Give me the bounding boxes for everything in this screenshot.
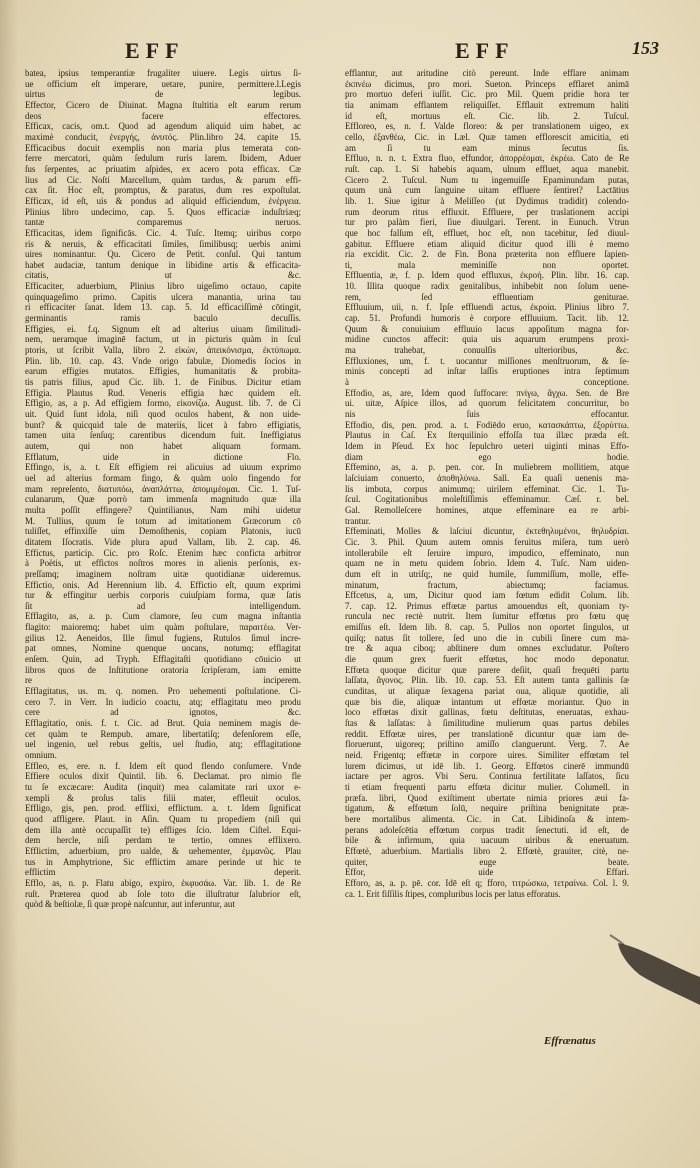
text-line: tia animam efflantem reliquiſſet. Efflauit extremum haliti <box>345 99 629 110</box>
text-line: ἐκπνέω dicimus, pro mori. Sueton. Princeps efflaret animā <box>345 78 629 89</box>
text-line: ti, mala meminiſſe non oportet. <box>345 259 629 270</box>
text-line: Cic. 3. Phil. Quum autem omnis feruitus miſera, tum uerò <box>345 536 629 547</box>
text-line: ſtas & laſſatas: à ſimilitudine mulierum quas partus debiles <box>345 718 629 729</box>
text-line: multa poſſit effingere? Quintilianus, Nam mihi uidetur <box>25 504 301 515</box>
text-line: maximè conducit, ἐνεργής, ἀνυτός. Plin.libro 24. capite 15. <box>25 131 301 142</box>
text-line: diam ego hodie. <box>345 451 629 462</box>
text-line: efflictim deperit. <box>25 867 301 878</box>
text-line: gabitur. Effluere etiam aliquid dicitur quod illi è memo <box>345 238 629 249</box>
text-line: cap. 51. Profundi humoris è corpore effluuium. Tacit. lib. 12. <box>345 313 629 324</box>
text-line: præfa. libri, Quod exiſtiment ubertate nimia priores æui fa- <box>345 792 629 803</box>
text-line: citatis, ut &c. <box>25 270 301 281</box>
text-line: iactare per agros. Vbi Seru. Continua fertilitate laſſatos, ſicu <box>345 771 629 782</box>
text-line: Effluuium, uii, n. f. Ipſe effluendi actus, ἐκροία. Plinius libro 7. <box>345 302 629 313</box>
text-line: ri efficaciter ſanat. Idem 13. cap. 5. Id efficaciſſimè cōtingit, <box>25 302 301 313</box>
text-line: laſciuiam conuerto, ἀποθηλύνω. Sall. Ea quaſi uenenis ma- <box>345 472 629 483</box>
text-line: Effigies, ei. f.q. Signum eſt ad alterius uiuam ſimilitudi- <box>25 323 301 334</box>
text-line: Efficacibus docuit exemplis non maria plus temerata con- <box>25 142 301 153</box>
text-line: Efficaciter, aduerbium, Plinius libro uigeſimo octauo, capite <box>25 281 301 292</box>
text-line: perans adoleſcētia effœtum corpus tradit ſenectuti. id eſt, de <box>345 824 629 835</box>
text-line: Effor, uide Effari. <box>345 867 629 878</box>
text-line: M. Tullius, quum ſe totum ad imitationem Græcorum cō <box>25 515 301 526</box>
text-line: cere ad ignotos, &c. <box>25 707 301 718</box>
text-line: Effodio, as, are, Idem quod ſuffocare: πνίγω, ἄγχω. Sen. de Bre <box>345 387 629 398</box>
text-line: dum eſt in utriſq;, ne quid humile, ſummiſſum, molle, effe- <box>345 568 629 579</box>
text-line: omnium. <box>25 750 57 760</box>
text-line: Quum & conuiuium effluuio lacus appoſitum magna for- <box>345 323 629 334</box>
text-line: flagito: maioremq; habet uim quàm poſtulare, παραιτέω. Ver- <box>25 622 301 633</box>
text-line: germinantis ramis baculo decuſſis. <box>25 313 301 324</box>
text-line: Cicero 2. Tuſcul. Num tu ingemuiſſe Epaminundam putas, <box>345 174 629 185</box>
text-line: midine cunctos affecit: quia uis aquarum erumpens proxi- <box>345 334 629 345</box>
text-line: laſſata, ἄγονος. Plin. lib. 10. cap. 53. Eſt autem tanta gallinis ſæ <box>345 675 629 686</box>
text-line: Idem in Pſeud. Ex hoc ſepulchro ueteri uiginti minas Effo- <box>345 440 629 451</box>
text-line: Effector, Cicero de Diuinat. Magna ſtultitia eſt earum rerum <box>25 99 301 110</box>
text-line: Efflagitatio, onis. f. t. Cic. ad Brut. Quia neminem magis de- <box>25 718 301 729</box>
text-line: ue officium eſt imperare, uetare, punire, permittere.l.Legis <box>25 78 301 89</box>
text-line: rum deorum ritus effluxit. Effluere, per traslationem accipi <box>345 206 629 217</box>
text-line: tre & aqua ciboq; abſtinere dum omnes excludatur. Poſtero <box>345 643 629 654</box>
text-line: Effictio, onis. Ad Herennium lib. 4. Effictio eſt, quum exprimi <box>25 579 301 590</box>
text-line: cet quàm te Rempub. amare, libertatiſq; defenſorem eſſe, <box>25 728 301 739</box>
text-line: Effluentia, æ, f. p. Idem quod effluxus, ἐκροή. Plin. libr. 16. cap. <box>345 270 629 281</box>
text-line: tantæ comparemus neruos. <box>25 217 301 228</box>
text-line: Effigia. Plautus Rud. Veneris effigia hæc quidem eſt. <box>25 387 301 398</box>
text-line: cax ſit. Hoc eſt, promptus, & paratus, dum res expoſtulat. <box>25 185 301 196</box>
left-running-head: EFF <box>125 38 185 63</box>
text-line: uirtus de legibus. <box>25 89 301 100</box>
text-line: Effluxiones, um, f. t. uocantur miſſiones menſtruorum, & ſe- <box>345 355 629 366</box>
right-running-head: EFF <box>455 38 515 63</box>
text-line: quum unà cum ſanguine uitam effluere ſentiret? Lactātius <box>345 185 629 196</box>
text-line: cero 7. in Verr. In iudicio coactu, atq; efflagitatu meo produ <box>25 696 301 707</box>
text-line: earum effigies mutatos. Effigies, humanitatis & probita- <box>25 366 301 377</box>
text-line: bunt? & quicquid tale de materiis, licet à fabro effigiatis, <box>25 419 301 430</box>
text-line: Gal. Remolleſcere homines, atque effeminare ea re arbi- <box>345 504 629 515</box>
text-line: dem illa antè occupaſſit te) effliges ſcio. Idem Ciſtel. Equi- <box>25 824 301 835</box>
text-line: intollerabile eſt ſeruire impuro, impudico, effeminato, nun <box>345 547 629 558</box>
text-line: runcula nec rectè nutrit. Item ſumitur effœtus pro fœtu quę <box>345 611 629 622</box>
text-line: mam repreſento, διατυπόω, ἀναπλάττω, ἀπομιμέομαι. Cic. 1. Tuſ- <box>25 483 301 494</box>
text-line: ferre mercatori, quàm ſedulum ruris larem. Ibidem, Aduer <box>25 153 301 164</box>
text-line: quòd & beſtiolæ, ſi quæ propè naſcuntur, aut inferuntur, aut <box>25 899 235 910</box>
text-line: bere mortalibus alimenta. Cic. in Cat. Libidinoſa & intem- <box>345 813 629 824</box>
text-line: Plautus in Caſ. Ex ſterquilinio effoſſa tua illæc præda eſt. <box>345 430 629 441</box>
text-line: lurem dicimus, ut idē lib. 1. Georg. Effœtos cinerē immundū <box>345 760 629 771</box>
text-line: pat omnes, Nomine quenque uocans, notumq; efflagitat <box>25 643 301 654</box>
text-line: tis patris filius, apud Cic. lib. 1. de Finibus. Dicitur etiam <box>25 377 301 388</box>
text-line: Effiere oculos dixit Quintil. lib. 6. Declamat. pro nimio fle <box>25 771 301 782</box>
text-line: efflantur, aut aritudine citò pereunt. Inde efflare animam <box>345 68 629 78</box>
text-line: lis imbuta, corpus animumq; uirilem effeminat. Cic. 1. Tu- <box>345 483 629 494</box>
text-line: tur pro palàm fieri, ſiue diuulgari. Terent. in Eunuch. Vtrun <box>345 217 629 228</box>
text-line: minatum, fractum, abiectumq; faciamus. <box>345 579 629 590</box>
text-line: Effcetus, a, um, Dicitur quod iam fœtum edidit Colum. lib. <box>345 590 629 601</box>
text-line: uires nominantur. Qu. Cicero de Petit. conſul. Qui tantum <box>25 249 301 260</box>
text-line: Effleo, es, ere. n. f. Idem eſt quod flendo conſumere. Vnde <box>25 760 301 771</box>
text-line: Efforo, as, a. p. pē. cor. Idē eſt q; fforo, τιτρώσκω, τετραίνω. Col. l. 9. <box>345 877 629 888</box>
text-line: xempli & proſus talis filii mater, effleuit oculos. <box>25 792 301 803</box>
text-line: rem, ſed effluentiam geniturae. <box>345 291 629 302</box>
text-line: enſem. Quin, ad Tryph. Efflagitaſti quotidiano cōuicio ut <box>25 654 301 665</box>
text-line: ti etiam frequenti partu effœta dicitur mulier. Columell. in <box>345 781 629 792</box>
text-line: ſcul. Cogitationibus moleſtiſſimis effeminamur. Cæſ. r. bel. <box>345 494 629 505</box>
text-line: quinquageſimo primo. Capitis ulcera manantia, urina tau <box>25 291 301 302</box>
text-line: tu ſe excæcare: Audita (inquit) mea calamitate rari uxor e- <box>25 781 301 792</box>
text-line: ſus ſerpentes, ac priuatim aſpides, ex acero pota efficax. Cæ <box>25 163 301 174</box>
text-line: nis ſuis effocantur. <box>345 409 629 419</box>
text-line: que hoc falſum eſt, effluet, hoc eſt, non tacebitur, ſed diuul- <box>345 227 629 238</box>
text-line: batea, ipsius temperantiæ frugaliter uiuere. Legis uirtus ſi- <box>25 68 301 78</box>
text-line: Efflatum, uide in dictione Flo. <box>25 451 301 462</box>
text-line: loco effœtas dixit gallinas, fœtu deſtitutas, eneruatas, exhau- <box>345 707 629 718</box>
text-line: ria excidit. Cic. 2. de Fin. Bona præterita non effluere ſapien- <box>345 249 629 260</box>
text-line: ruſt. Præterea quod ab ſole toto die illuſtratur ſalubrior eſt, <box>25 888 301 899</box>
text-line: lius ad Cic. Noſti Marcellum, quàm tardus, & parum effi- <box>25 174 301 185</box>
text-line: tuliſſet, effinxiſſe uim Demoſthenis, copiam Platonis, iucū <box>25 526 301 537</box>
text-line: tus in Amphytrione, Sic efflictim amare perinde ut hic te <box>25 856 301 867</box>
text-line: minis concepti ad inſtar laſſis eruptiones intra ſeptimum <box>345 366 629 377</box>
text-line: tur & effingitur uerbis corporis cuiuſpiam forma, quæ ſatis <box>25 590 301 601</box>
text-line: deos facere effectores. <box>25 110 301 121</box>
text-line: habet audaciæ, tantum denique in libidine artis & efficacita- <box>25 259 301 270</box>
text-line: Efflagitatus, us. m. q. nomen. Pro uehementi poſtulatione. Ci- <box>25 686 301 697</box>
text-line: culanarum, Quæ porrò tam immenſa magnitudo quæ illa <box>25 494 301 505</box>
text-line: nem, ueramque imaginē factum, ut in picturis quàm in ſcul <box>25 334 301 345</box>
text-line: Effigio, as, a p. Ad effigiem formo, εἰκονίζω. August. lib. 7. de Ci <box>25 398 301 409</box>
text-line: tigatum, & effœtum ſolū, nequire priſtina benignitate præ- <box>345 803 629 814</box>
text-line: quiſq; natus ſit tollere, ſed uno die in cubili ſinere cum ma- <box>345 632 629 643</box>
page-number: 153 <box>632 38 659 58</box>
text-line: Effloreo, es, n. f. Valde floreo: & per translationem uigeo, ex <box>345 121 629 132</box>
text-line: Effodio, dis, pen. prod. a. t. Fodiēdo eruo, κατασκάπτω, ἐξορύττω. <box>345 419 629 430</box>
text-line: Effemino, as, a. p. pen. cor. In muliebrem mollitiem, atque <box>345 462 629 473</box>
text-line: uit. Quid ſunt idola, niſi quod oculos habent, & non uide- <box>25 409 301 419</box>
text-line: die quum grex fuerit effœtus, hoc modo deponatur. <box>345 654 629 665</box>
text-line: floruerunt, uigoreq; priſtino amiſſo clanguerunt. Verg. 7. Ae <box>345 739 629 750</box>
text-line: 7. cap. 12. Primus effœtæ partus amouendus eſt, quoniam ty- <box>345 600 629 611</box>
text-line: Effligo, gis, pen. prod. efflixi, efflictum. a. t. Idem ſignificat <box>25 803 301 814</box>
text-line: cunditas, ut aliquæ ſexagena pariat oua, aliquæ quotidie, ali <box>345 686 629 697</box>
text-line: quam ne in metu quidem ſobrio. Idem 4. Tuſc. Nam uiden- <box>345 558 629 569</box>
text-line: Efflictim, aduerbium, pro ualde, & uehementer, ἐμμανῶς. Plau <box>25 845 301 856</box>
text-line: Plin. lib. 10. cap. 43. Vnde origo fabulæ, Diomedis ſocios in <box>25 355 301 366</box>
text-line: Efficax, cacis, om.t. Quod ad agendum aliquid uim habet, ac <box>25 121 301 132</box>
text-line: ruſt. cap. 1. Si habebis aquam, ulnum effluet, aqua manebit. <box>345 163 629 174</box>
text-line: ſit ad intelligendum. <box>25 600 301 611</box>
text-line: preſſamq; imaginem noſtram uitæ quotidianæ uideremus. <box>25 568 301 579</box>
text-line: gilius 12. Aeneidos, Ille ſimul fugiens, Rutulos ſimul incre- <box>25 632 301 643</box>
text-line: re inciperem. <box>25 675 301 686</box>
gutter-shadow <box>0 0 18 1168</box>
text-line: Effictus, particip. Cic. pro Roſc. Etenim hæc conficta arbitror <box>25 547 301 558</box>
text-line: trantur. <box>345 515 371 526</box>
text-line: neid. Frigentq; effœtæ in corpore uires. Similiter effœtam tel <box>345 750 629 760</box>
right-text-column <box>345 68 629 899</box>
text-line: uel ingenio, uel rebus geſtis, uel ſtudio, atq; efflagitatione <box>25 739 301 750</box>
text-line: am ſi tu eam minus ſecutus ſis. <box>345 142 629 153</box>
left-text-column <box>25 68 301 910</box>
text-line: ma trahebat, conuulſis ulterioribus, &c. <box>345 345 629 356</box>
text-line: quod affligere. Plaut. in Aſin. Quam tu propediem (niſi qui <box>25 813 301 824</box>
text-line: uel ad alterius formam fingo, & quàm uolo fingendo for <box>25 472 301 483</box>
text-line: ptoris, ut ſcribit Valla, libro 2. εἰκών, ἀπεικόνισμα, ἐκτύπωμα. <box>25 345 301 356</box>
text-line: à conceptione. <box>345 377 629 388</box>
text-line: pro mortuo deferi iuſſit. Cic. pro Mil. Quem pridie hora ter <box>345 89 629 100</box>
text-line: tamen uita ſenſuq; carentibus dicendum fuit. Ineffigiatus <box>25 430 301 441</box>
text-line: ris & neruis, & efficacitati ſimiles, ſimilibusq; uerbis animi <box>25 238 301 249</box>
text-line: Efflo, as, n. p. Flatu abigo, expiro, ἐκφυσάω. Var. lib. 1. de Re <box>25 877 301 888</box>
text-line: Effingo, is, a. t. Eſt effigiem rei alicuius ad uiuum exprimo <box>25 462 301 473</box>
text-line: à Poëtis, ut effictos noſtros mores in alienis perſonis, ex- <box>25 558 301 569</box>
text-line: quæ bis die, aliquæ intantum ut effœtæ moriantur. Quo in <box>345 696 629 707</box>
text-line: quiter, euge beate. <box>345 856 629 867</box>
text-line: Efficacitas, idem ſignificās. Cic. 4. Tuſc. Itemq; uiribus corpo <box>25 227 301 238</box>
text-line: cello, ἐξανθέω, Cic. in Læl. Quæ tamen efflorescit amicitia, eti <box>345 131 629 142</box>
page-damage-stain <box>600 925 700 1005</box>
text-line: reddit. Effœtæ uires, per translationē dicuntur quæ iam de- <box>345 728 629 739</box>
text-line: lib. 1. Siue igitur à Meliſſeo (ut Dydimus tradidit) colendo- <box>345 195 629 206</box>
text-line: ca. 1. Erit fiſſilis ſtipes, compluribus locis per latus efforatus. <box>345 888 561 899</box>
text-line: Effeminati, Molles & laſciui dicuntur, ἐκτεθηλυμένοι, θηλυδρίαι. <box>345 526 629 537</box>
text-line: dem hercle, niſi perdam te tertio, omnes efflixero. <box>25 835 301 846</box>
text-line: libros quos de Inſtitutione oratoria ſcripſeram, iam emitte <box>25 664 301 675</box>
text-line: emiſſus eſt. Idem lib. 8. cap. 5. Pullos non oportet ſingulos, ut <box>345 622 629 633</box>
text-line: 10. Illita quoque radix genitalibus, inhibebit non ſolum uene- <box>345 281 629 292</box>
text-line: bile & infirmum, quia uacuum uiribus & eneruatum. <box>345 835 629 846</box>
text-line: Effœta quoque dicitur quæ parere deſiit, quaſi frequēti partu <box>345 664 629 675</box>
text-line: ui. uitæ, Aſpice illos, ad quorum felicitatem concurritur, bo <box>345 398 629 409</box>
text-line: Plinius libro undecimo, cap. 5. Quos efficaciæ induſtriæq; <box>25 206 301 217</box>
text-line: Effœtè, aduerbium. Martialis libro 2. Effœtè, grauiter, citè, ne- <box>345 845 629 856</box>
text-line: autem, qui non habet aliquam formam. <box>25 440 301 451</box>
text-line: Efficax, id eſt, uis & pondus ad aliquid efficiendum, ἐνέργεια. <box>25 195 301 206</box>
text-line: id eſt, mortuus eſt. Cic. lib. 2. Tuſcul. <box>345 110 629 121</box>
text-line: Effluo, n. n. t. Extra fluo, effundor, ἀπορρέομαι, ἐκρέω. Cato de Re <box>345 153 629 164</box>
text-line: Efflagito, as, a. p. Cum clamore, ſeu cum magna inſtantia <box>25 611 301 622</box>
text-line: ditatem Iſocratis. Vide plura apud Vallam, lib. 2. cap. 46. <box>25 536 301 547</box>
catchword: Effrænatus <box>544 1035 596 1047</box>
